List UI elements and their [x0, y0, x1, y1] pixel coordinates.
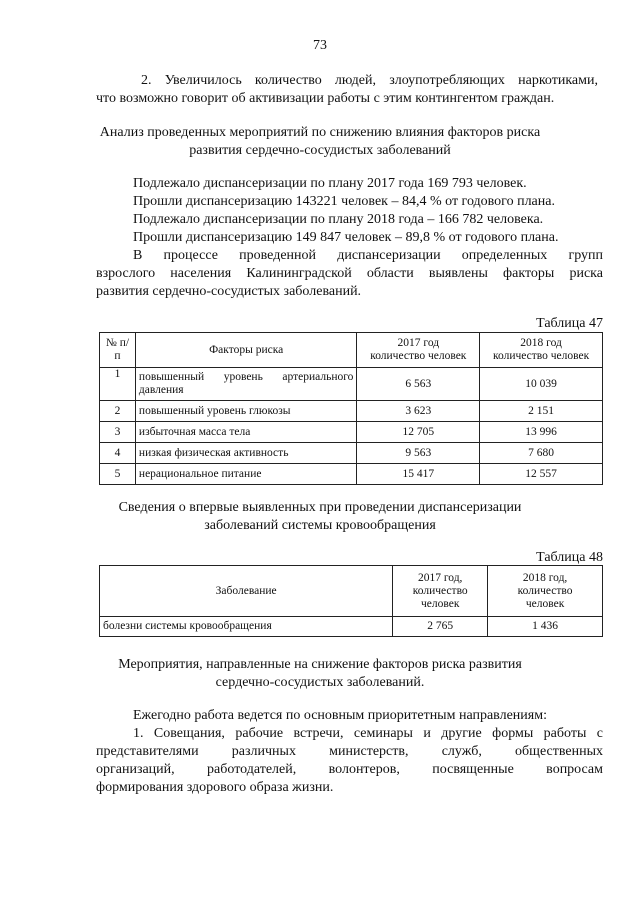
- table-row: [100, 422, 603, 443]
- table48-header-2017-line2: количество: [412, 584, 468, 597]
- table47-header-2018-line2: количество человек: [492, 350, 590, 362]
- table47-row2-2018: 2 151: [480, 401, 603, 422]
- table48-header-2017-line3: человек: [421, 597, 460, 610]
- stats-line3: Подлежало диспансеризации по плану 2018 года – 166 782 человека.: [133, 212, 544, 227]
- table47-row1-factor-line2: давления: [138, 384, 184, 396]
- table48-row1-2017: 2 765: [393, 617, 488, 637]
- stats-line4: Прошли диспансеризацию 149 847 человек – 89,8 % от годового плана.: [133, 230, 559, 245]
- table47-row4-factor: низкая физическая активность: [135, 443, 357, 464]
- table47-row4-2017: 9 563: [357, 443, 480, 464]
- table-47: [99, 332, 603, 485]
- table47-caption: Таблица 47: [536, 316, 603, 331]
- table48-header-2017-line1: 2017 год,: [417, 571, 463, 584]
- table47-header-2018: [480, 333, 603, 368]
- heading-detected-line2: заболеваний системы кровообращения: [204, 518, 436, 533]
- para-drugs-line2: что возможно говорит об активизации работы с этим контингентом граждан.: [96, 91, 555, 106]
- table47-header-row: [100, 333, 603, 368]
- stats-line2: Прошли диспансеризацию 143221 человек – 84,4 % от годового плана.: [133, 194, 555, 209]
- table47-row1-factor: [135, 368, 357, 401]
- table47-row2-factor: повышенный уровень глюкозы: [135, 401, 357, 422]
- para-process-line1: В процессе проведенной диспансеризации определенных групп: [133, 248, 603, 263]
- table-row: [100, 368, 603, 401]
- table-row: [100, 401, 603, 422]
- table47-row5-factor: нерациональное питание: [135, 464, 357, 485]
- table47-header-2017: [357, 333, 480, 368]
- page-number: 73: [313, 38, 327, 53]
- table47-row4-num: 4: [100, 443, 136, 464]
- para-drugs-line1: 2. Увеличилось количество людей, злоупотребляющих наркотиками,: [141, 73, 598, 88]
- table47-header-factor: Факторы риска: [135, 333, 357, 368]
- table48-header-2018-line1: 2018 год,: [522, 571, 568, 584]
- heading-measures-line1: Мероприятия, направленные на снижение факторов риска развития: [118, 657, 522, 672]
- table-row: [100, 617, 603, 637]
- para-process-line2: взрослого населения Калининградской области выявлены факторы риска: [96, 266, 603, 281]
- table48-row1-2018: 1 436: [488, 617, 603, 637]
- table47-row2-2017: 3 623: [357, 401, 480, 422]
- table47-header-num: [100, 333, 136, 368]
- table48-header-2018-line2: количество: [517, 584, 573, 597]
- table47-row5-2017: 15 417: [357, 464, 480, 485]
- table48-header-disease: Заболевание: [100, 566, 393, 617]
- table48-caption: Таблица 48: [536, 550, 603, 565]
- table47-row1-2017: 6 563: [357, 368, 480, 401]
- heading-analysis-line2: развития сердечно-сосудистых заболеваний: [189, 143, 451, 158]
- para-meetings-line4: формирования здорового образа жизни.: [96, 780, 334, 795]
- heading-detected-line1: Сведения о впервые выявленных при проведении диспансеризации: [118, 500, 522, 515]
- table47-row1-factor-line1: повышенный уровень артериального: [138, 371, 354, 383]
- table-48: [99, 565, 603, 637]
- table47-row4-2018: 7 680: [480, 443, 603, 464]
- para-process-line3: развития сердечно-сосудистых заболеваний.: [96, 284, 362, 299]
- table47-row2-num: 2: [100, 401, 136, 422]
- stats-line1: Подлежало диспансеризации по плану 2017 года 169 793 человек.: [133, 176, 527, 191]
- table48-header-2017: [393, 566, 488, 617]
- para-meetings-line2: представителями различных министерств, служб, общественных: [96, 744, 603, 759]
- table47-header-2018-line1: 2018 год: [520, 337, 562, 349]
- table47-row1-num: 1: [100, 368, 136, 401]
- table48-header-2018: [488, 566, 603, 617]
- table47-row1-2018: 10 039: [480, 368, 603, 401]
- table-row: [100, 464, 603, 485]
- table47-header-num-text: № п/п: [105, 337, 130, 362]
- table48-row1-disease: болезни системы кровообращения: [100, 617, 393, 637]
- table48-header-2018-line3: человек: [525, 597, 565, 610]
- table47-header-2017-line2: количество человек: [370, 350, 467, 362]
- table48-header-row: [100, 566, 603, 617]
- table47-row3-factor: избыточная масса тела: [135, 422, 357, 443]
- para-annual: Ежегодно работа ведется по основным приоритетным направлениям:: [133, 708, 547, 723]
- heading-measures-line2: сердечно-сосудистых заболеваний.: [215, 675, 425, 690]
- para-meetings-line3: организаций, работодателей, волонтеров, посвященные вопросам: [96, 762, 603, 777]
- table47-row3-num: 3: [100, 422, 136, 443]
- table47-row5-2018: 12 557: [480, 464, 603, 485]
- table-row: [100, 443, 603, 464]
- table47-row3-2017: 12 705: [357, 422, 480, 443]
- table47-row5-num: 5: [100, 464, 136, 485]
- table47-row3-2018: 13 996: [480, 422, 603, 443]
- heading-analysis-line1: Анализ проведенных мероприятий по снижению влияния факторов риска: [99, 125, 541, 140]
- table47-header-2017-line1: 2017 год: [397, 337, 440, 349]
- para-meetings-line1: 1. Совещания, рабочие встречи, семинары и другие формы работы с: [133, 726, 603, 741]
